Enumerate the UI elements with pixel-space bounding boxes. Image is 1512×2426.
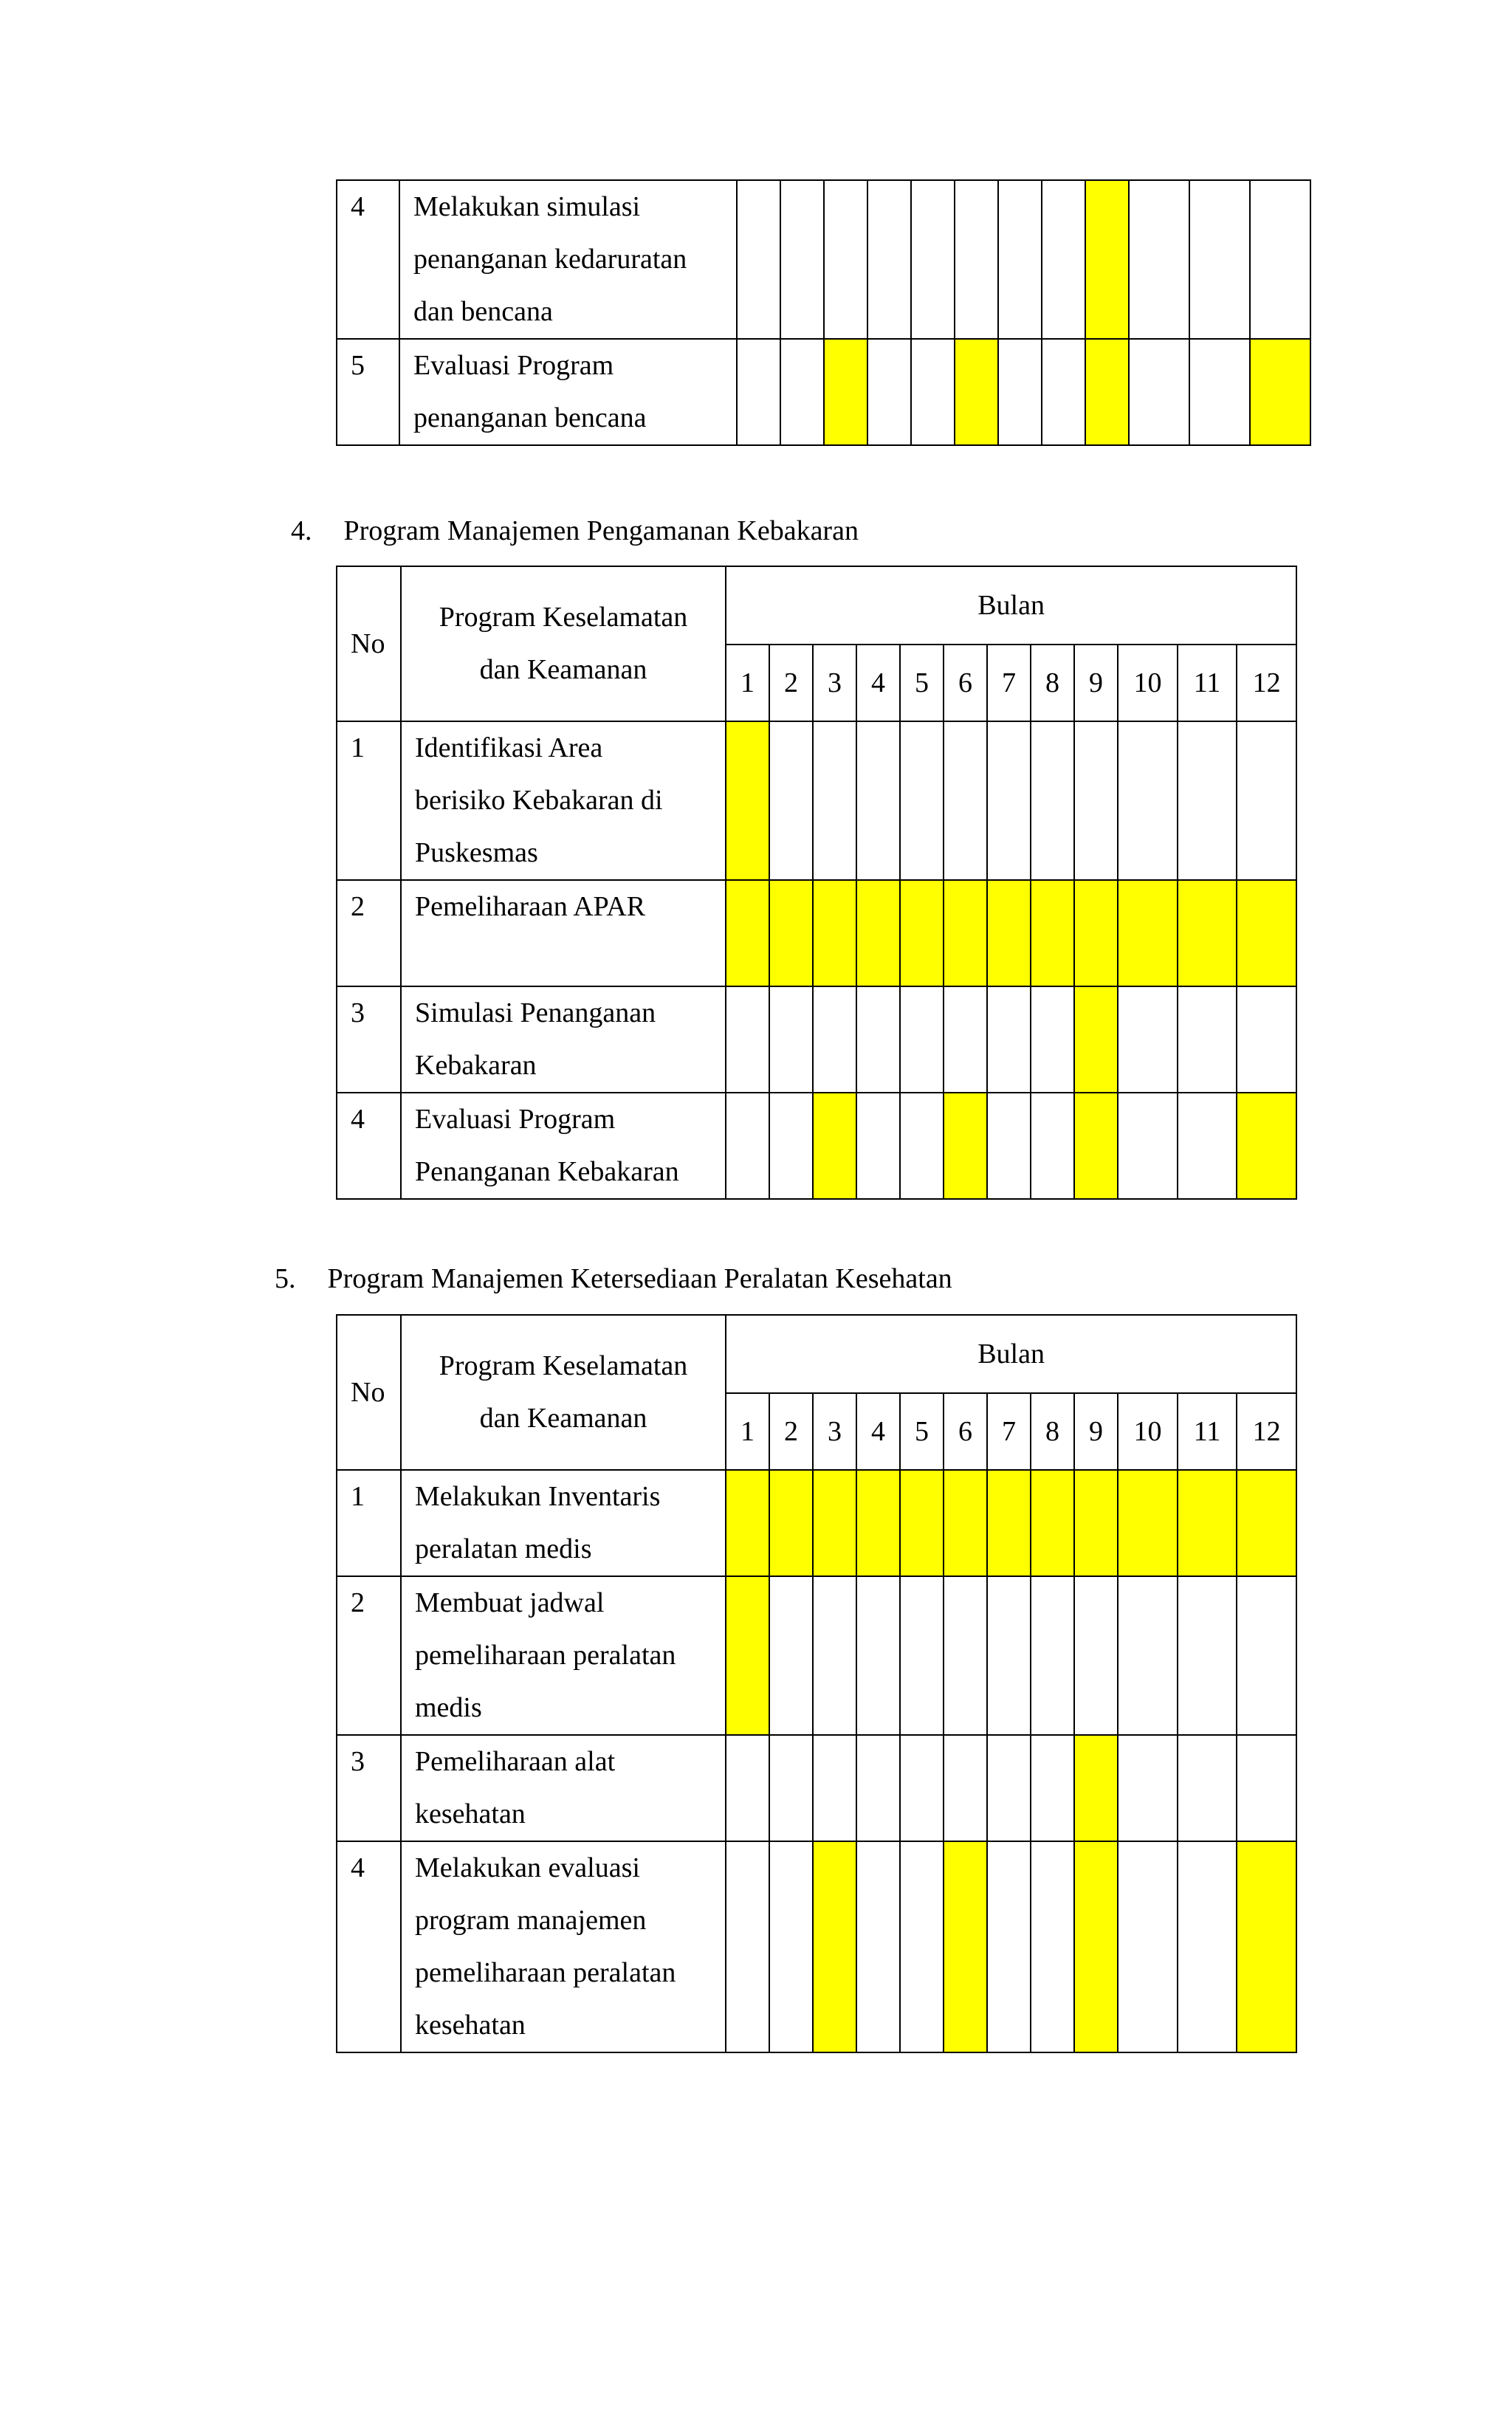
month-header-7: 7 <box>987 645 1031 721</box>
month-cell-empty <box>1118 986 1178 1093</box>
month-cell-empty <box>987 1841 1031 2052</box>
program-line: pemeliharaan peralatan <box>415 1640 676 1671</box>
row-number: 2 <box>337 1576 401 1735</box>
month-cell-scheduled <box>856 880 900 986</box>
month-cell-scheduled <box>955 339 998 445</box>
month-cell-scheduled <box>813 880 856 986</box>
month-header-1: 1 <box>726 645 769 721</box>
program-line: Melakukan simulasi <box>413 191 641 222</box>
program-cell <box>401 1576 726 1735</box>
month-cell-scheduled <box>1237 1093 1296 1199</box>
month-cell-scheduled <box>987 1470 1031 1576</box>
month-cell-scheduled <box>1074 880 1118 986</box>
month-cell-empty <box>987 721 1031 880</box>
month-header-3: 3 <box>813 1393 856 1470</box>
month-cell-scheduled <box>1074 1841 1118 2052</box>
month-cell-empty <box>1118 1093 1178 1199</box>
month-cell-empty <box>769 1093 813 1199</box>
row-number: 4 <box>337 1093 401 1199</box>
month-cell-scheduled <box>856 1470 900 1576</box>
month-cell-empty <box>1189 180 1250 339</box>
month-cell-empty <box>813 721 856 880</box>
month-cell-empty <box>911 180 955 339</box>
month-header-5: 5 <box>900 1393 944 1470</box>
month-cell-scheduled <box>824 339 867 445</box>
month-cell-scheduled <box>726 880 769 986</box>
program-cell <box>399 180 737 339</box>
month-header-8: 8 <box>1031 1393 1074 1470</box>
program-cell <box>401 1735 726 1841</box>
month-cell-empty <box>1237 1735 1296 1841</box>
row-number: 4 <box>337 1841 401 2052</box>
month-cell-scheduled <box>726 721 769 880</box>
month-cell-scheduled <box>1237 1841 1296 2052</box>
month-cell-empty <box>944 1735 987 1841</box>
program-line: Evaluasi Program <box>413 350 614 381</box>
month-cell-empty <box>856 1735 900 1841</box>
program-cell <box>401 880 726 986</box>
month-cell-empty <box>998 180 1042 339</box>
month-header-12: 12 <box>1237 645 1296 721</box>
month-cell-empty <box>900 1576 944 1735</box>
month-cell-empty <box>856 1093 900 1199</box>
program-line: Penanganan Kebakaran <box>415 1156 679 1187</box>
month-header-6: 6 <box>944 645 987 721</box>
month-cell-empty <box>856 1841 900 2052</box>
month-cell-empty <box>1074 1576 1118 1735</box>
month-cell-scheduled <box>1178 1470 1237 1576</box>
month-cell-empty <box>769 1735 813 1841</box>
month-cell-scheduled <box>944 1470 987 1576</box>
header-no: No <box>337 1315 401 1470</box>
month-cell-scheduled <box>944 1841 987 2052</box>
header-program <box>401 1315 726 1470</box>
month-cell-scheduled <box>944 1093 987 1199</box>
month-cell-scheduled <box>900 880 944 986</box>
program-cell <box>399 339 737 445</box>
program-line: dan bencana <box>413 296 553 327</box>
program-line: Evaluasi Program <box>415 1104 616 1135</box>
month-cell-empty <box>1118 721 1178 880</box>
month-cell-scheduled <box>1074 1735 1118 1841</box>
program-line: Pemeliharaan APAR <box>415 891 646 922</box>
month-cell-empty <box>900 1735 944 1841</box>
header-row <box>337 566 1296 645</box>
month-cell-empty <box>1237 986 1296 1093</box>
header-program-line: Program Keselamatan <box>439 602 688 633</box>
month-cell-scheduled <box>726 1470 769 1576</box>
month-cell-empty <box>1118 1841 1178 2052</box>
program-cell <box>401 721 726 880</box>
month-cell-empty <box>737 180 780 339</box>
header-program <box>401 566 726 721</box>
month-header-11: 11 <box>1178 1393 1237 1470</box>
month-cell-empty <box>944 721 987 880</box>
month-cell-scheduled <box>1237 880 1296 986</box>
program-line: Melakukan evaluasi <box>415 1852 640 1883</box>
table-row <box>337 1576 1296 1735</box>
program-line: medis <box>415 1692 482 1723</box>
month-cell-empty <box>780 180 824 339</box>
program-line: Melakukan Inventaris <box>415 1481 661 1512</box>
month-header-6: 6 <box>944 1393 987 1470</box>
month-cell-empty <box>944 1576 987 1735</box>
row-number: 3 <box>337 986 401 1093</box>
month-cell-empty <box>867 180 911 339</box>
program-cell <box>401 1470 726 1576</box>
month-header-7: 7 <box>987 1393 1031 1470</box>
month-cell-empty <box>1031 986 1074 1093</box>
month-header-4: 4 <box>856 645 900 721</box>
header-bulan: Bulan <box>726 1315 1296 1393</box>
month-cell-scheduled <box>1031 1470 1074 1576</box>
program-line: kesehatan <box>415 1798 526 1829</box>
row-number: 1 <box>337 1470 401 1576</box>
month-cell-empty <box>769 1576 813 1735</box>
program-line: pemeliharaan peralatan <box>415 1957 676 1988</box>
month-cell-empty <box>1178 1093 1237 1199</box>
month-cell-empty <box>987 1093 1031 1199</box>
row-number: 5 <box>337 339 399 445</box>
table-row <box>337 1470 1296 1576</box>
program-line: berisiko Kebakaran di <box>415 785 663 816</box>
month-cell-empty <box>813 986 856 1093</box>
month-header-10: 10 <box>1118 645 1178 721</box>
month-cell-empty <box>987 1576 1031 1735</box>
month-cell-empty <box>813 1576 856 1735</box>
month-cell-empty <box>900 1093 944 1199</box>
month-header-9: 9 <box>1074 1393 1118 1470</box>
section-5-heading <box>275 1260 952 1297</box>
month-header-2: 2 <box>769 1393 813 1470</box>
month-header-8: 8 <box>1031 645 1074 721</box>
month-cell-empty <box>726 1735 769 1841</box>
month-cell-scheduled <box>769 1470 813 1576</box>
month-cell-empty <box>955 180 998 339</box>
month-cell-empty <box>1237 721 1296 880</box>
month-cell-empty <box>856 721 900 880</box>
month-cell-empty <box>987 1735 1031 1841</box>
month-cell-empty <box>824 180 867 339</box>
table-row <box>337 880 1296 986</box>
month-cell-empty <box>987 986 1031 1093</box>
month-cell-empty <box>1118 1735 1178 1841</box>
table-row <box>337 1841 1296 2052</box>
month-cell-empty <box>1178 1576 1237 1735</box>
table-row <box>337 1735 1296 1841</box>
month-cell-scheduled <box>1118 1470 1178 1576</box>
fire-safety-schedule-table <box>336 566 1297 1200</box>
row-number: 4 <box>337 180 399 339</box>
month-cell-scheduled <box>1074 986 1118 1093</box>
month-cell-empty <box>1178 986 1237 1093</box>
table-row <box>337 1093 1296 1199</box>
table-row <box>337 180 1310 339</box>
month-header-5: 5 <box>900 645 944 721</box>
month-header-10: 10 <box>1118 1393 1178 1470</box>
month-cell-empty <box>1031 1735 1074 1841</box>
month-cell-empty <box>1031 1841 1074 2052</box>
month-cell-empty <box>867 339 911 445</box>
month-cell-scheduled <box>1178 880 1237 986</box>
month-cell-empty <box>769 1841 813 2052</box>
header-program-line: dan Keamanan <box>479 654 647 685</box>
header-no: No <box>337 566 401 721</box>
program-line: penanganan bencana <box>413 402 647 433</box>
section-4-title: Program Manajemen Pengamanan Kebakaran <box>343 515 859 546</box>
month-cell-empty <box>1118 1576 1178 1735</box>
month-header-2: 2 <box>769 645 813 721</box>
month-cell-empty <box>1031 1576 1074 1735</box>
program-cell <box>401 1841 726 2052</box>
medical-equipment-schedule-table <box>336 1314 1297 2053</box>
month-cell-empty <box>1178 1841 1237 2052</box>
program-line <box>415 933 725 986</box>
section-5-title: Program Manajemen Ketersediaan Peralatan Kesehatan <box>327 1263 952 1294</box>
month-cell-empty <box>1129 339 1189 445</box>
month-cell-scheduled <box>1085 180 1129 339</box>
month-header-9: 9 <box>1074 645 1118 721</box>
month-cell-empty <box>1129 180 1189 339</box>
month-cell-empty <box>1042 180 1085 339</box>
month-cell-empty <box>1178 1735 1237 1841</box>
month-cell-empty <box>1178 721 1237 880</box>
month-cell-scheduled <box>813 1093 856 1199</box>
schedule-table-continued <box>336 179 1311 446</box>
month-cell-empty <box>726 1093 769 1199</box>
month-cell-scheduled <box>1237 1470 1296 1576</box>
program-cell <box>401 986 726 1093</box>
month-cell-empty <box>1074 721 1118 880</box>
row-number: 3 <box>337 1735 401 1841</box>
program-line: peralatan medis <box>415 1533 592 1564</box>
month-cell-empty <box>900 986 944 1093</box>
month-cell-empty <box>911 339 955 445</box>
month-cell-scheduled <box>1031 880 1074 986</box>
section-5-number: 5. <box>275 1263 296 1294</box>
month-cell-empty <box>780 339 824 445</box>
section-4-number: 4. <box>291 515 312 546</box>
month-cell-empty <box>726 1841 769 2052</box>
month-cell-empty <box>737 339 780 445</box>
month-cell-scheduled <box>1085 339 1129 445</box>
month-cell-empty <box>726 986 769 1093</box>
month-cell-scheduled <box>726 1576 769 1735</box>
table-row <box>337 721 1296 880</box>
month-header-3: 3 <box>813 645 856 721</box>
row-number: 1 <box>337 721 401 880</box>
program-line: Pemeliharaan alat <box>415 1746 616 1777</box>
month-cell-empty <box>1042 339 1085 445</box>
month-header-1: 1 <box>726 1393 769 1470</box>
row-number: 2 <box>337 880 401 986</box>
table-row <box>337 986 1296 1093</box>
program-line: Membuat jadwal <box>415 1587 605 1618</box>
month-cell-empty <box>900 721 944 880</box>
month-cell-empty <box>769 986 813 1093</box>
month-cell-empty <box>856 986 900 1093</box>
program-line: Identifikasi Area <box>415 732 603 763</box>
header-bulan: Bulan <box>726 566 1296 645</box>
header-program-line: Program Keselamatan <box>439 1350 688 1381</box>
program-line: penanganan kedaruratan <box>413 244 687 275</box>
month-cell-empty <box>1031 721 1074 880</box>
program-line: Puskesmas <box>415 837 538 868</box>
month-cell-scheduled <box>813 1841 856 2052</box>
month-cell-empty <box>813 1735 856 1841</box>
month-cell-empty <box>1189 339 1250 445</box>
month-cell-scheduled <box>1118 880 1178 986</box>
month-cell-empty <box>998 339 1042 445</box>
month-cell-empty <box>856 1576 900 1735</box>
program-line: Kebakaran <box>415 1050 537 1081</box>
month-cell-scheduled <box>987 880 1031 986</box>
month-cell-scheduled <box>1250 339 1310 445</box>
month-cell-empty <box>1031 1093 1074 1199</box>
month-header-12: 12 <box>1237 1393 1296 1470</box>
month-cell-empty <box>769 721 813 880</box>
month-cell-empty <box>900 1841 944 2052</box>
header-program-line: dan Keamanan <box>479 1403 647 1434</box>
program-line: Simulasi Penanganan <box>415 997 656 1028</box>
month-cell-scheduled <box>900 1470 944 1576</box>
header-row <box>337 1315 1296 1393</box>
program-line: program manajemen <box>415 1905 647 1936</box>
month-cell-scheduled <box>944 880 987 986</box>
month-cell-empty <box>1237 1576 1296 1735</box>
month-cell-empty <box>944 986 987 1093</box>
month-header-11: 11 <box>1178 645 1237 721</box>
month-cell-scheduled <box>1074 1470 1118 1576</box>
table-row <box>337 339 1310 445</box>
month-cell-empty <box>1250 180 1310 339</box>
month-cell-scheduled <box>813 1470 856 1576</box>
section-4-heading <box>291 512 859 549</box>
month-cell-scheduled <box>769 880 813 986</box>
month-cell-scheduled <box>1074 1093 1118 1199</box>
program-line: kesehatan <box>415 2010 526 2041</box>
program-cell <box>401 1093 726 1199</box>
month-header-4: 4 <box>856 1393 900 1470</box>
